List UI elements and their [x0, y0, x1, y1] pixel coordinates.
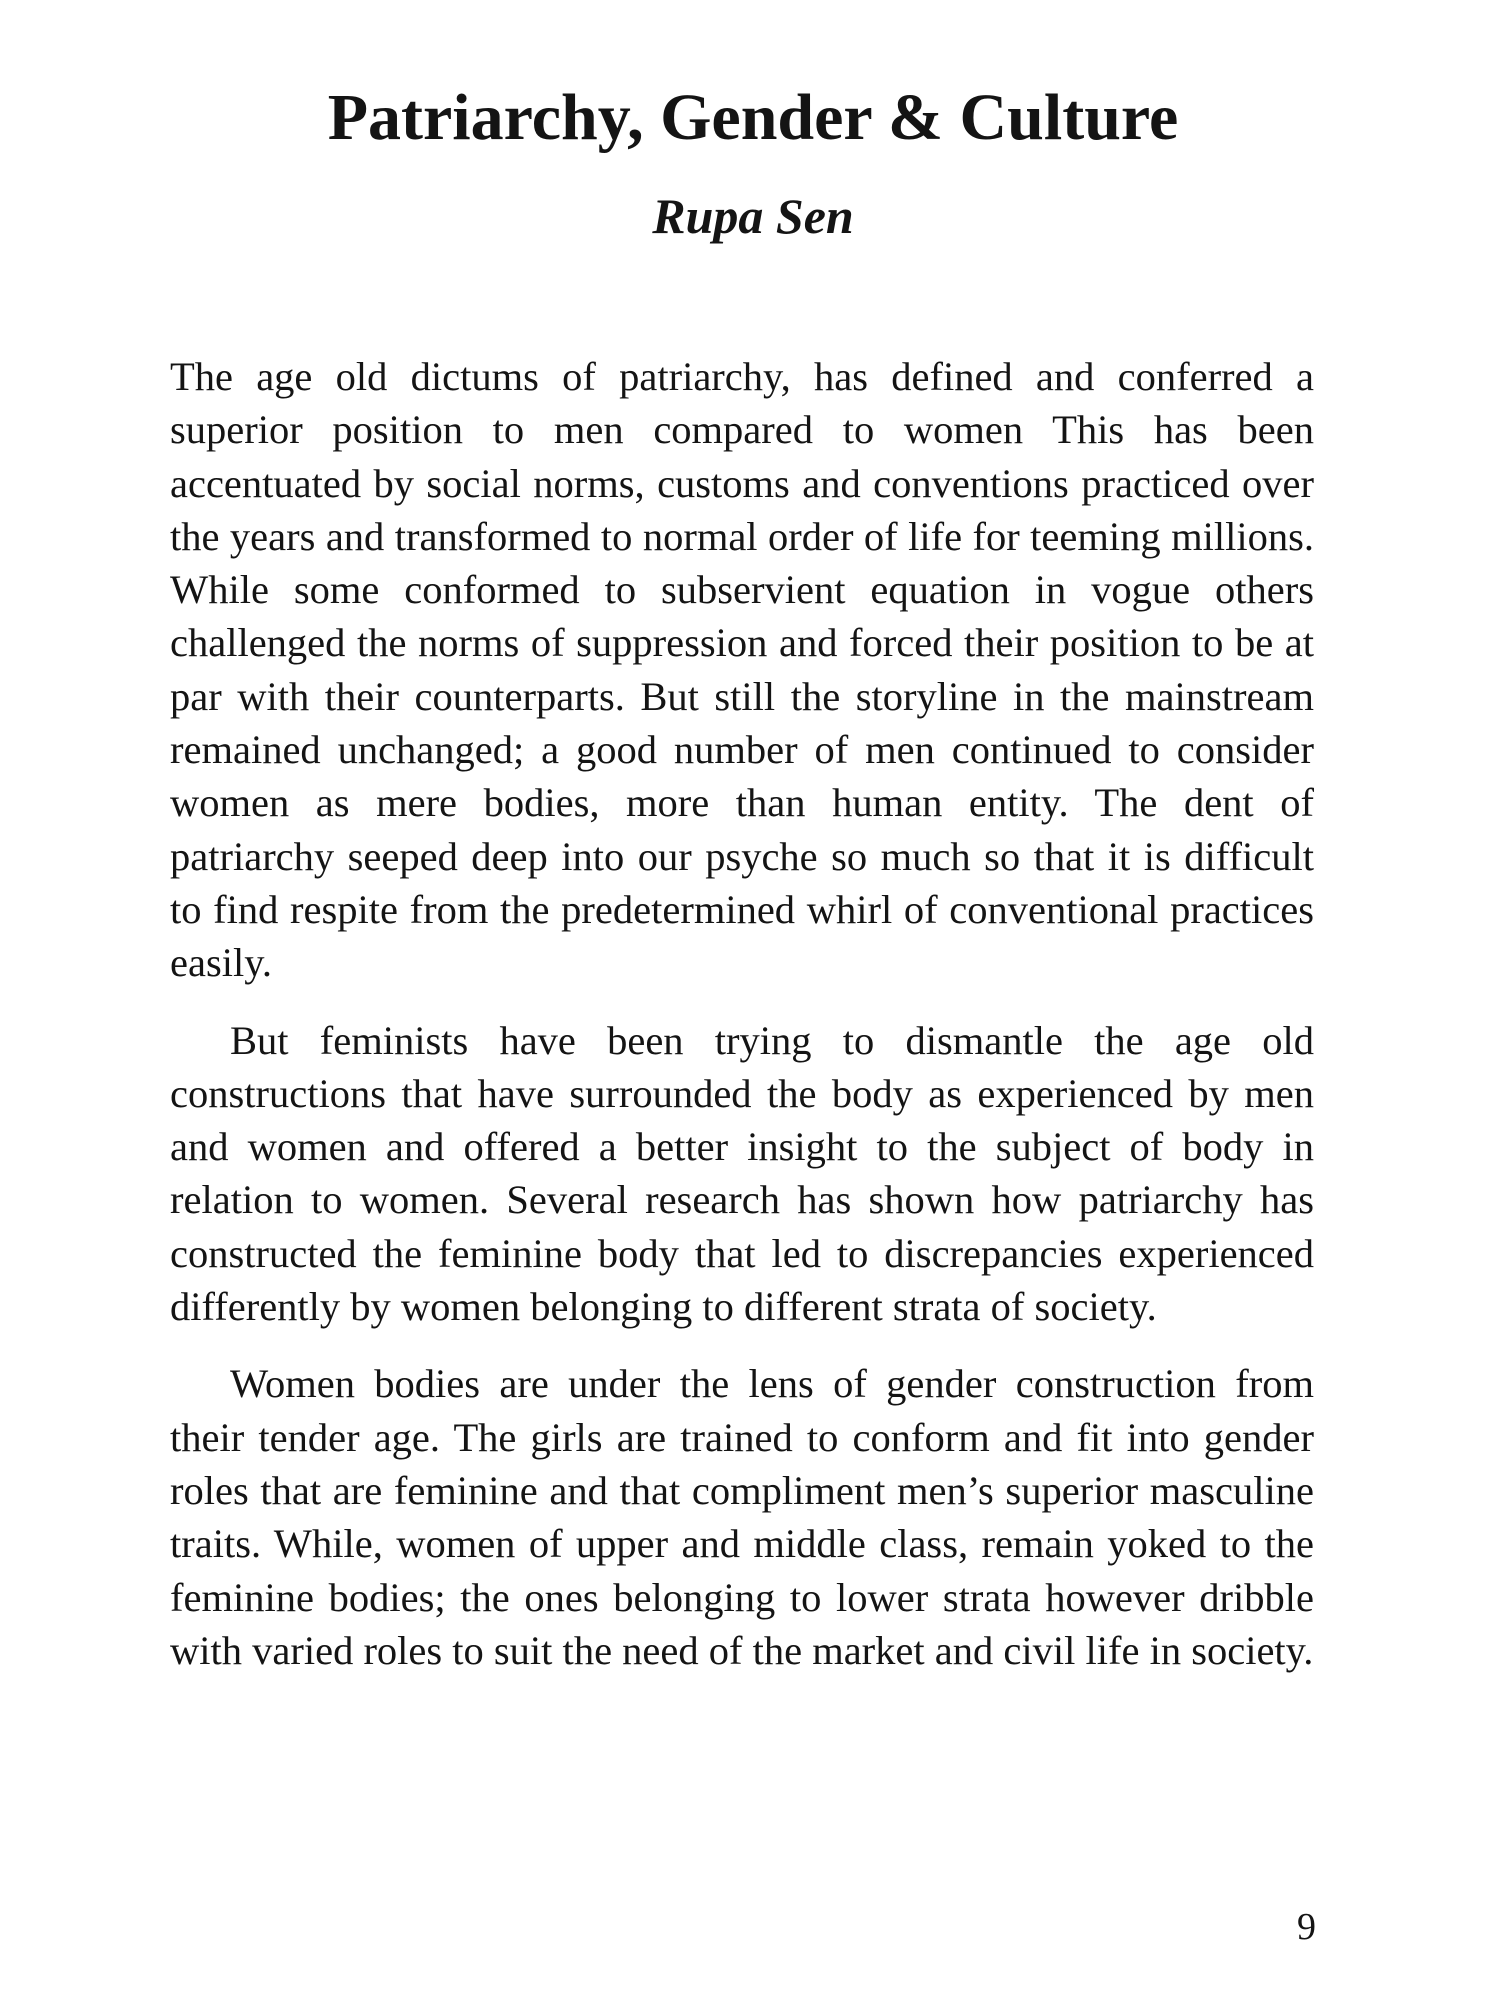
body-text	[170, 350, 1314, 1701]
paragraph-1: The age old dictums of patriarchy, has defined and conferred a superior position to men compared to women This has been accentuated by social norms, customs and conventions practiced over the years and transformed to normal order of life for teeming millions. While some conformed to subservient equation in vogue others challenged the norms of suppression and forced their position to be at par with their counterparts. But still the storyline in the mainstream remained unchanged; a good number of men continued to consider women as mere bodies, more than human entity. The dent of patriarchy seeped deep into our psyche so much so that it is difficult to find respite from the predetermined whirl of conventional practices easily.	[170, 354, 1314, 986]
paragraph-3: Women bodies are under the lens of gender construction from their tender age. The girls are trained to conform and fit into gender roles that are feminine and that compliment men’s superior masculine traits. While, women of upper and middle class, remain yoked to the feminine bodies; the ones belonging to lower strata however dribble with varied roles to suit the need of the market and civil life in society.	[170, 1361, 1314, 1673]
page-number: 9	[1297, 1906, 1316, 1948]
page-title: Patriarchy, Gender & Culture	[327, 81, 1179, 154]
author-name: Rupa Sen	[652, 188, 854, 244]
paragraph-2: But feminists have been trying to dismantle the age old constructions that have surrounded the body as experienced by men and women and offered a better insight to the subject of body in relation to women. Several research has shown how patriarchy has constructed the feminine body that led to discrepancies experienced differently by women belonging to different strata of society.	[170, 1017, 1314, 1330]
